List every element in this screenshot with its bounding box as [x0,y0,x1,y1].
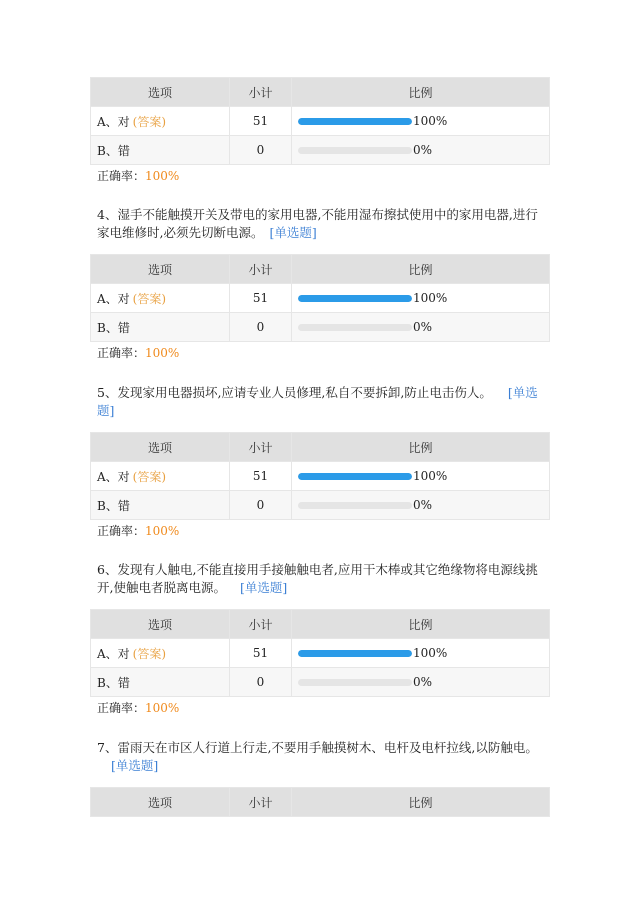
question-type-tag: [单选题] [97,385,538,418]
header-option: 选项 [91,78,230,107]
option-count: 0 [230,668,292,697]
progress-bar [298,473,412,480]
accuracy-line [90,167,548,184]
question-section-7 [90,739,548,817]
percent-label: 0% [413,143,433,158]
table-header-row [91,255,550,284]
table-row [91,136,550,165]
percent-label: 100% [413,291,448,306]
header-option: 选项 [91,433,230,462]
header-option: 选项 [91,610,230,639]
header-count: 小计 [230,610,292,639]
accuracy-label: 正确率： [97,701,146,715]
question-section-4 [90,206,548,361]
progress-fill [298,650,412,657]
accuracy-line [90,699,548,716]
header-count: 小计 [230,433,292,462]
option-label: B、错 [97,143,130,158]
question-title: 7、雷雨天在市区人行道上行走,不要用手触摸树木、电杆及电杆拉线,以防触电。[单选题] [97,740,538,773]
percent-label: 0% [413,675,433,690]
progress-bar [298,679,412,686]
accuracy-value: 100% [145,169,180,183]
accuracy-value: 100% [145,346,180,360]
table-row [91,491,550,520]
results-table [90,77,550,165]
table-row [91,462,550,491]
answer-tag: (答案) [132,469,167,484]
option-label: A、对 [97,114,130,129]
question-section-3 [90,77,548,184]
option-count: 51 [230,639,292,668]
progress-bar [298,118,412,125]
header-option: 选项 [91,788,230,817]
percent-label: 100% [413,469,448,484]
results-table [90,254,550,342]
accuracy-label: 正确率： [97,346,146,360]
progress-bar [298,650,412,657]
progress-bar [298,324,412,331]
question-title: 6、发现有人触电,不能直接用手接触触电者,应用干木棒或其它绝缘物将电源线挑开,使触电者脱离电源。 [单选题] [97,562,538,595]
header-count: 小计 [230,255,292,284]
question-title: 4、湿手不能触摸开关及带电的家用电器,不能用湿布擦拭使用中的家用电器,进行家电维修时,必须先切断电源。 [单选题] [97,207,538,240]
answer-tag: (答案) [132,291,167,306]
question-type-tag: [单选题] [239,580,288,595]
percent-label: 100% [413,646,448,661]
progress-fill [298,118,412,125]
answer-tag: (答案) [132,114,167,129]
question-section-5 [90,384,548,539]
table-row [91,313,550,342]
option-label: B、错 [97,675,130,690]
header-count: 小计 [230,788,292,817]
table-row [91,284,550,313]
progress-fill [298,473,412,480]
header-option: 选项 [91,255,230,284]
percent-label: 100% [413,114,448,129]
table-row [91,668,550,697]
question-type-tag: [单选题] [111,758,159,773]
accuracy-value: 100% [145,524,180,538]
table-row [91,107,550,136]
option-label: B、错 [97,498,130,513]
percent-label: 0% [413,320,433,335]
option-count: 0 [230,313,292,342]
question-section-6 [90,561,548,716]
option-count: 51 [230,107,292,136]
header-count: 小计 [230,78,292,107]
accuracy-line [90,344,548,361]
results-table [90,432,550,520]
answer-tag: (答案) [132,646,167,661]
table-header-row [91,610,550,639]
option-count: 51 [230,462,292,491]
header-ratio: 比例 [292,610,550,639]
results-table [90,787,550,817]
option-label: B、错 [97,320,130,335]
table-header-row [91,78,550,107]
progress-fill [298,295,412,302]
accuracy-label: 正确率： [97,524,146,538]
option-label: A、对 [97,291,130,306]
percent-label: 0% [413,498,433,513]
header-ratio: 比例 [292,433,550,462]
question-title: 5、发现家用电器损坏,应请专业人员修理,私自不要拆卸,防止电击伤人。 [单选题] [97,385,538,418]
progress-bar [298,147,412,154]
progress-bar [298,502,412,509]
option-count: 51 [230,284,292,313]
table-header-row [91,788,550,817]
accuracy-label: 正确率： [97,169,146,183]
table-row [91,639,550,668]
header-ratio: 比例 [292,788,550,817]
option-label: A、对 [97,646,130,661]
accuracy-line [90,522,548,539]
accuracy-value: 100% [145,701,180,715]
option-count: 0 [230,491,292,520]
header-ratio: 比例 [292,255,550,284]
results-table [90,609,550,697]
question-type-tag: [单选题] [269,225,317,240]
progress-bar [298,295,412,302]
option-count: 0 [230,136,292,165]
option-label: A、对 [97,469,130,484]
table-header-row [91,433,550,462]
header-ratio: 比例 [292,78,550,107]
